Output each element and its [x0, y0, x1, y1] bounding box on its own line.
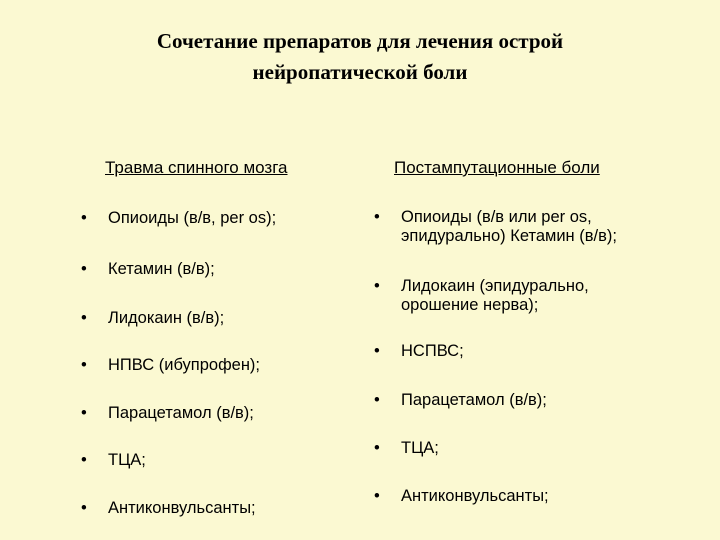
list-item [374, 391, 674, 410]
list-item-text: Опиоиды (в/в, per os); [108, 209, 277, 227]
bullet-icon: • [81, 309, 87, 327]
bullet-icon: • [374, 208, 380, 226]
column-heading-spinal-injury: Травма спинного мозга [105, 158, 288, 177]
bullet-icon: • [374, 487, 380, 505]
list-item-text: НПВС (ибупрофен); [108, 356, 261, 374]
list-item-text: НСПВС; [401, 342, 464, 360]
bullet-icon: • [81, 404, 87, 422]
list-item-text: Антиконвульсанты; [401, 487, 549, 505]
list-item [374, 208, 674, 246]
list-item [81, 404, 351, 423]
bullet-icon: • [81, 499, 87, 517]
column-heading-post-amputation: Постампутационные боли [394, 158, 600, 177]
bullet-icon: • [81, 209, 87, 227]
list-item-text: Лидокаин (в/в); [108, 309, 225, 327]
list-item-text-line: орошение нерва); [401, 296, 539, 314]
list-item-text-line: Опиоиды (в/в или per os, [401, 208, 592, 226]
list-item-text-line: Лидокаин (эпидурально, [401, 277, 589, 295]
list-item-text: Кетамин (в/в); [108, 260, 215, 278]
slide-title-line-2: нейропатической боли [252, 60, 468, 84]
bullet-icon: • [374, 439, 380, 457]
list-item-text: ТЦА; [108, 451, 146, 469]
bullet-icon: • [81, 451, 87, 469]
list-item-text: Парацетамол (в/в); [401, 391, 547, 409]
list-item-text-line: эпидурально) Кетамин (в/в); [401, 227, 617, 245]
bullet-icon: • [374, 342, 380, 360]
slide-title-line-1: Сочетание препаратов для лечения острой [156, 29, 564, 53]
list-item [81, 260, 351, 279]
list-item-text: Парацетамол (в/в); [108, 404, 254, 422]
bullet-icon: • [81, 260, 87, 278]
list-item [81, 451, 351, 470]
list-item [374, 439, 674, 458]
list-item [81, 499, 351, 518]
bullet-icon: • [81, 356, 87, 374]
list-item-text: Антиконвульсанты; [108, 499, 256, 517]
list-item [374, 277, 674, 315]
bullet-icon: • [374, 277, 380, 295]
list-item [81, 309, 351, 328]
list-item [374, 487, 674, 506]
list-item [81, 356, 351, 375]
list-item-text: ТЦА; [401, 439, 439, 457]
list-item [81, 209, 351, 228]
bullet-icon: • [374, 391, 380, 409]
slide-title [0, 26, 720, 88]
list-item [374, 342, 674, 361]
